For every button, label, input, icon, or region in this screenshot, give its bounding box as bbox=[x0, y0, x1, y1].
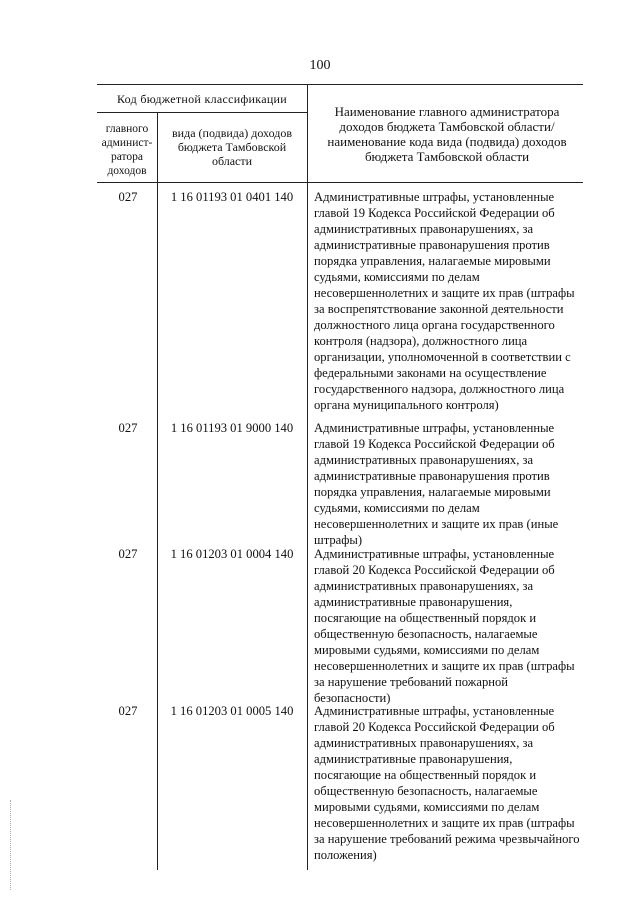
description-cell: Административные штрафы, установленные главой 19 Кодекса Российской Федерации об административных правонарушениях, за административные правонарушения против порядка управления, налагаемые мировыми судьями, комиссиями по делам несовершеннолетних и защите их прав (иные штрафы) bbox=[314, 421, 559, 547]
column-divider-2 bbox=[307, 84, 308, 870]
income-code-cell: 1 16 01203 01 0004 140 bbox=[170, 547, 294, 561]
header-group-title: Код бюджетной классификации bbox=[116, 92, 288, 106]
description-cell: Административные штрафы, установленные главой 19 Кодекса Российской Федерации об административных правонарушениях, за административные правонарушения против порядка управления, налагаемые мировыми судьями, комиссиями по делам несовершеннолетних и защите их прав (штрафы за воспрепятствование законной деятельности должностного лица органа государственного контроля (надзора), должностного лица организации, уполномоченной в соответствии с федеральными законами на осуществление государственного надзора, должностного лица органа муниципального контроля) bbox=[314, 190, 575, 412]
table-header-bottom-border bbox=[97, 182, 583, 183]
header-income-code: вида (подвида) доходов бюджета Тамбовской области bbox=[172, 126, 292, 168]
group-header-divider bbox=[97, 112, 307, 113]
income-code-cell: 1 16 01193 01 9000 140 bbox=[170, 421, 294, 435]
column-divider-1 bbox=[157, 112, 158, 870]
admin-code-cell: 027 bbox=[118, 704, 138, 718]
income-code-cell: 1 16 01203 01 0005 140 bbox=[170, 704, 294, 718]
table-top-border bbox=[97, 84, 583, 85]
header-name: Наименование главного администратора доходов бюджета Тамбовской области/наименование кода вида (подвида) доходов бюджета Тамбовской области bbox=[327, 104, 567, 164]
description-cell: Административные штрафы, установленные главой 20 Кодекса Российской Федерации об административных правонарушениях, за административные правонарушения, посягающие на общественный порядок и общественную безопасность, налагаемые мировыми судьями, комиссиями по делам несовершеннолетних и защите их прав (штрафы за нарушение требований пожарной безопасности) bbox=[314, 547, 575, 705]
scan-margin-mark bbox=[10, 800, 11, 890]
page-number: 100 bbox=[309, 58, 331, 73]
description-cell: Административные штрафы, установленные главой 20 Кодекса Российской Федерации об административных правонарушениях, за административные правонарушения, посягающие на общественный порядок и общественную безопасность, налагаемые мировыми судьями, комиссиями по делам несовершеннолетних и защите их прав (штрафы за нарушение требований режима чрезвычайного положения) bbox=[314, 704, 580, 862]
admin-code-cell: 027 bbox=[118, 421, 138, 435]
admin-code-cell: 027 bbox=[118, 190, 138, 204]
income-code-cell: 1 16 01193 01 0401 140 bbox=[170, 190, 294, 204]
admin-code-cell: 027 bbox=[118, 547, 138, 561]
header-admin-code: главного админист-ратора доходов bbox=[101, 123, 153, 177]
